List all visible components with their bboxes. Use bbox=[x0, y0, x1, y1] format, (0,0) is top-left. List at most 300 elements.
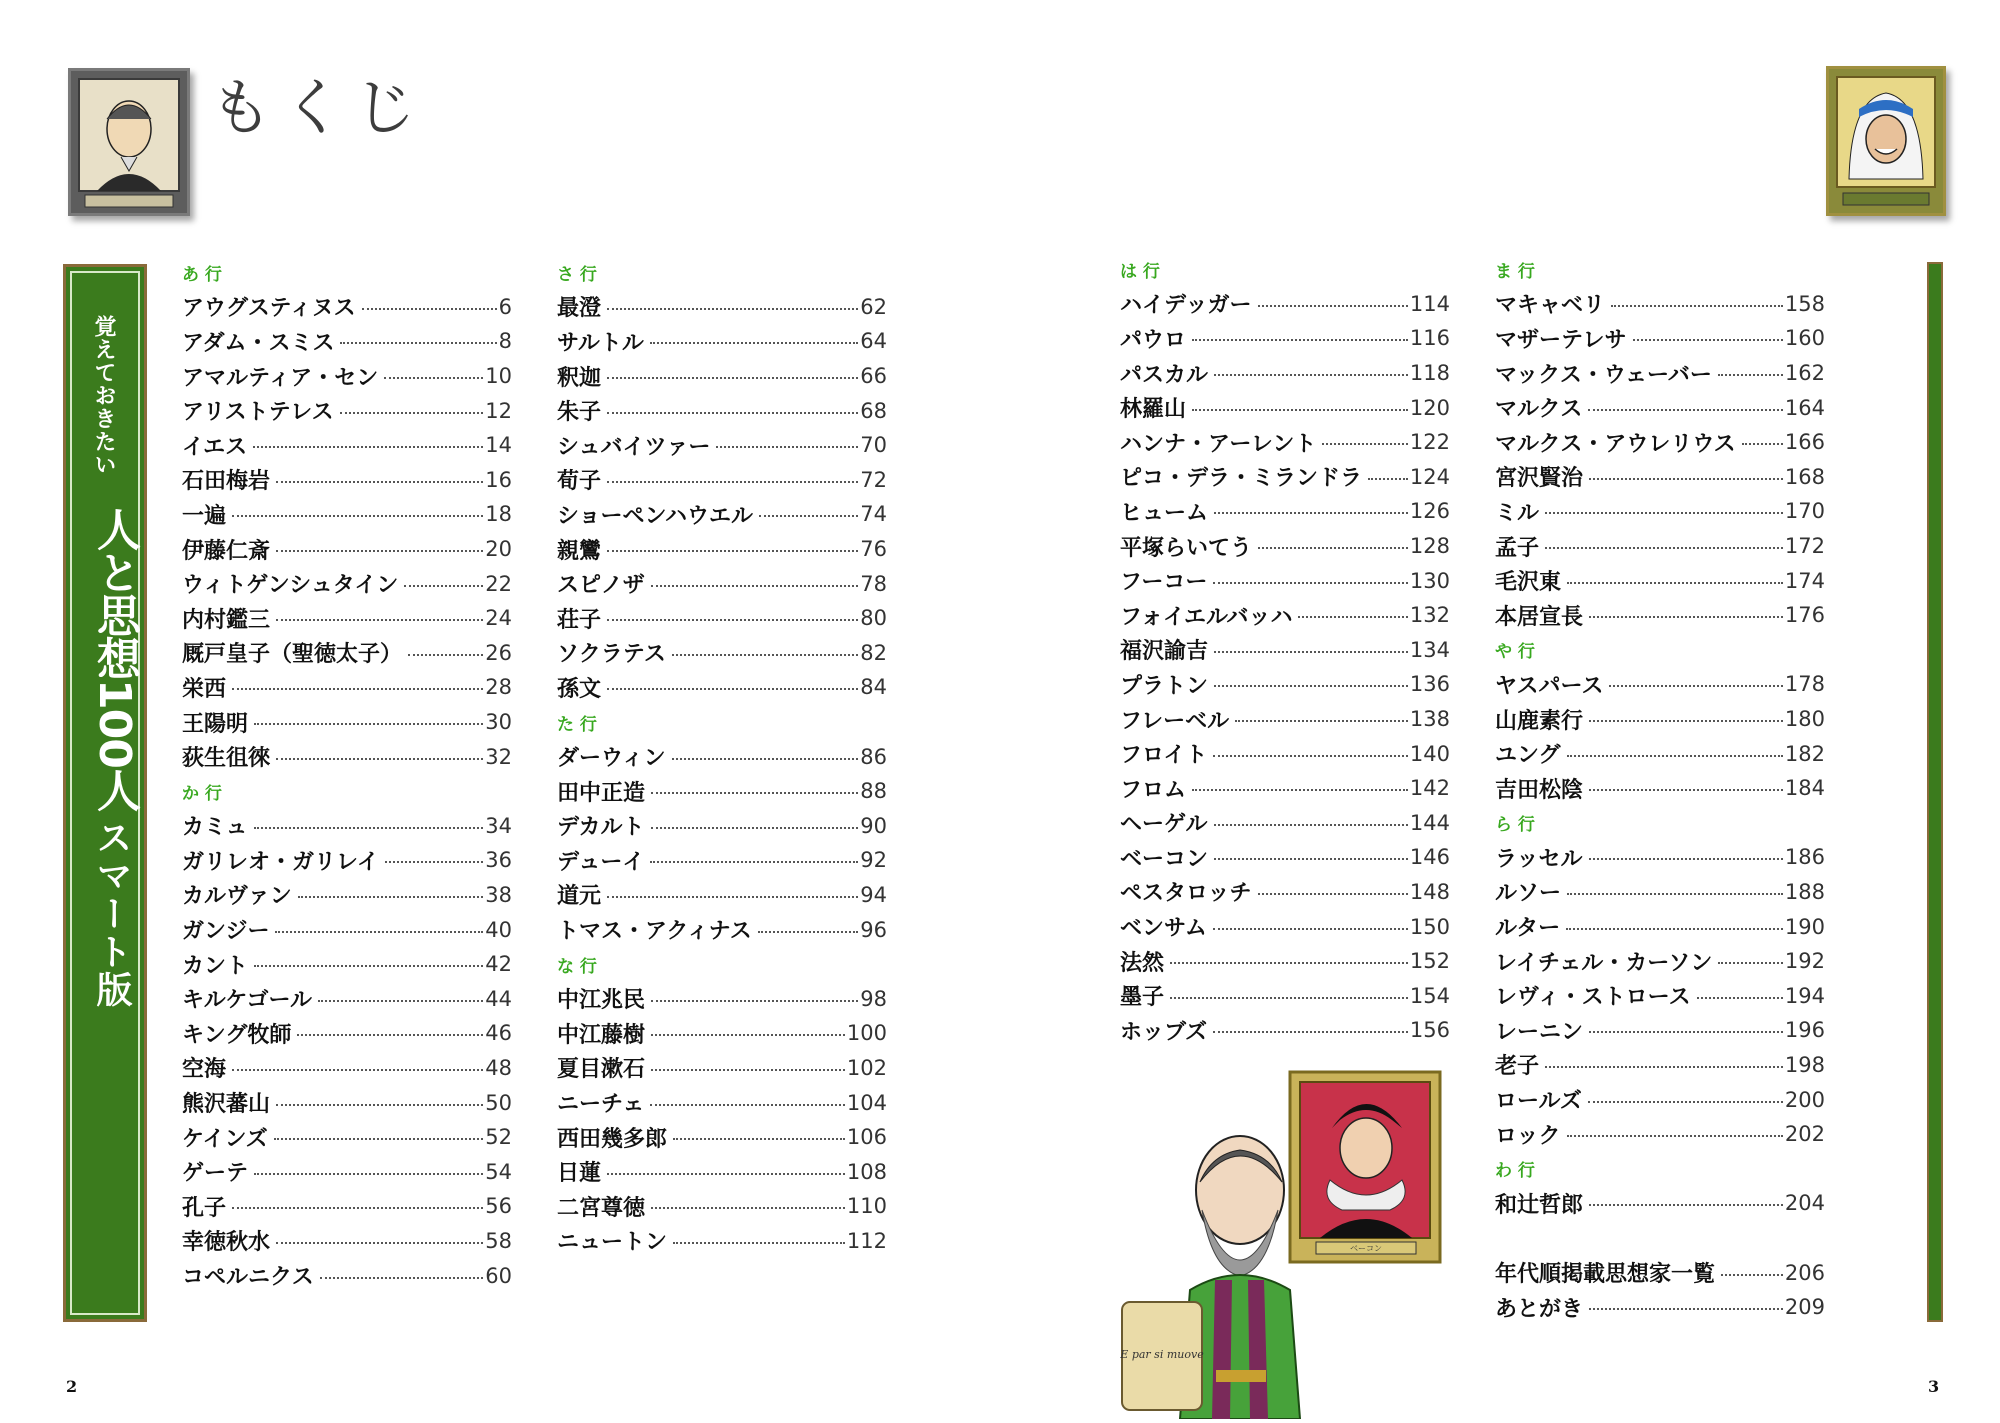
toc-entry[interactable] bbox=[1120, 321, 1450, 356]
toc-entry-name: 最澄 bbox=[557, 296, 602, 322]
toc-entry-page: 22 bbox=[485, 571, 512, 596]
dot-leader bbox=[651, 792, 858, 794]
toc-entry[interactable] bbox=[182, 636, 512, 671]
dot-leader bbox=[1589, 858, 1783, 860]
toc-entry[interactable] bbox=[1495, 1048, 1825, 1083]
toc-entry[interactable] bbox=[1120, 944, 1450, 979]
toc-entry[interactable] bbox=[182, 463, 512, 498]
toc-entry-name: アリストテレス bbox=[182, 400, 334, 426]
dot-leader bbox=[1611, 305, 1783, 307]
toc-entry-name: 二宮尊徳 bbox=[557, 1195, 646, 1221]
toc-entry[interactable] bbox=[557, 981, 887, 1016]
toc-entry-page: 130 bbox=[1409, 568, 1450, 593]
toc-entry-name: ダーウィン bbox=[557, 746, 666, 772]
toc-entry-page: 24 bbox=[485, 606, 512, 631]
toc-entry-page: 178 bbox=[1784, 672, 1825, 697]
toc-entry[interactable] bbox=[1495, 356, 1825, 391]
dot-leader bbox=[1588, 1101, 1783, 1103]
toc-entry-page: 166 bbox=[1784, 430, 1825, 455]
dot-leader bbox=[1258, 893, 1408, 895]
toc-entry-page: 186 bbox=[1784, 845, 1825, 870]
book-subtitle: 覚えておきたい bbox=[91, 315, 116, 476]
toc-entry-name: 福沢諭吉 bbox=[1120, 639, 1209, 665]
toc-entry-name: ウィトゲンシュタイン bbox=[182, 573, 399, 599]
dot-leader bbox=[1718, 374, 1783, 376]
dot-leader bbox=[320, 1277, 483, 1279]
toc-entry-page: 204 bbox=[1784, 1191, 1825, 1216]
toc-entry-page: 154 bbox=[1409, 983, 1450, 1008]
toc-entry[interactable] bbox=[182, 428, 512, 463]
toc-entry-name: 熊沢蕃山 bbox=[182, 1092, 271, 1118]
dot-leader bbox=[1718, 962, 1783, 964]
toc-entry[interactable] bbox=[1495, 771, 1825, 806]
toc-entry-name: 本居宣長 bbox=[1495, 604, 1584, 630]
toc-entry[interactable] bbox=[1120, 771, 1450, 806]
dot-leader bbox=[232, 1069, 483, 1071]
toc-entry[interactable] bbox=[182, 1258, 512, 1293]
dot-leader bbox=[254, 965, 483, 967]
dot-leader bbox=[607, 550, 858, 552]
toc-entry-name: フレーベル bbox=[1120, 708, 1230, 734]
toc-entry-name: ルター bbox=[1495, 916, 1561, 942]
dot-leader bbox=[276, 481, 483, 483]
toc-entry-page: 26 bbox=[485, 640, 512, 665]
toc-entry[interactable] bbox=[557, 566, 887, 601]
scroll-text: E par si muove bbox=[1120, 1348, 1204, 1361]
toc-entry[interactable] bbox=[182, 393, 512, 428]
toc-entry-name: スピノザ bbox=[557, 573, 645, 599]
toc-entry-page: 138 bbox=[1409, 707, 1450, 732]
toc-entry-page: 54 bbox=[485, 1159, 512, 1184]
toc-entry-page: 104 bbox=[846, 1090, 887, 1115]
toc-entry[interactable] bbox=[1495, 667, 1825, 702]
toc-entry-name: ヤスパース bbox=[1495, 673, 1604, 699]
toc-entry-page: 128 bbox=[1409, 534, 1450, 559]
dot-leader bbox=[1322, 443, 1408, 445]
toc-entry[interactable] bbox=[182, 981, 512, 1016]
toc-entry[interactable] bbox=[1495, 598, 1825, 633]
toc-entry-page: 122 bbox=[1409, 430, 1450, 455]
toc-entry-page: 86 bbox=[860, 744, 887, 769]
toc-entry-name: 荘子 bbox=[557, 607, 602, 633]
toc-entry[interactable] bbox=[182, 324, 512, 359]
toc-entry-name: パスカル bbox=[1120, 362, 1209, 388]
toc-entry-page: 84 bbox=[860, 675, 887, 700]
toc-entry[interactable] bbox=[557, 1224, 887, 1259]
toc-entry-page: 78 bbox=[860, 571, 887, 596]
toc-entry[interactable] bbox=[1495, 1082, 1825, 1117]
toc-entry-page: 144 bbox=[1409, 810, 1450, 835]
toc-entry[interactable] bbox=[182, 1189, 512, 1224]
toc-entry[interactable] bbox=[557, 1154, 887, 1189]
toc-entry-page: 96 bbox=[860, 917, 887, 942]
toc-entry-name: ガンジー bbox=[182, 919, 270, 945]
toc-entry-name: あとがき bbox=[1495, 1296, 1584, 1322]
toc-entry-name: キルケゴール bbox=[182, 988, 313, 1014]
toc-entry[interactable] bbox=[182, 1224, 512, 1259]
toc-entry[interactable] bbox=[557, 636, 887, 671]
dot-leader bbox=[607, 619, 858, 621]
toc-entry-page: 30 bbox=[485, 710, 512, 735]
toc-entry-page: 158 bbox=[1784, 291, 1825, 316]
dot-leader bbox=[1192, 339, 1408, 341]
toc-entry-page: 94 bbox=[860, 882, 887, 907]
toc-entry-name: 荀子 bbox=[557, 469, 602, 495]
toc-entry[interactable] bbox=[182, 843, 512, 878]
toc-entry[interactable] bbox=[182, 947, 512, 982]
portrait-fukuzawa bbox=[68, 68, 190, 216]
left-page bbox=[0, 0, 1000, 1419]
dot-leader bbox=[1213, 928, 1408, 930]
toc-entry-name: 和辻哲郎 bbox=[1495, 1192, 1584, 1218]
toc-entry[interactable] bbox=[182, 878, 512, 913]
dot-leader bbox=[232, 1207, 483, 1209]
toc-entry-page: 88 bbox=[860, 779, 887, 804]
toc-entry[interactable] bbox=[1495, 1186, 1825, 1221]
toc-entry[interactable] bbox=[557, 290, 887, 325]
toc-entry-page: 112 bbox=[846, 1228, 887, 1253]
dot-leader bbox=[672, 758, 859, 760]
dot-leader bbox=[1192, 409, 1408, 411]
toc-entry[interactable] bbox=[557, 324, 887, 359]
toc-entry[interactable] bbox=[182, 1120, 512, 1155]
toc-entry-name: デューイ bbox=[557, 849, 645, 875]
toc-entry[interactable] bbox=[182, 1085, 512, 1120]
toc-entry-page: 118 bbox=[1409, 361, 1450, 386]
toc-entry-name: アマルティア・セン bbox=[182, 365, 379, 391]
dot-leader bbox=[384, 377, 483, 379]
toc-entry[interactable] bbox=[557, 532, 887, 567]
dot-leader bbox=[1214, 512, 1408, 514]
toc-entry-page: 70 bbox=[860, 433, 887, 458]
toc-entry-name: 荻生徂徠 bbox=[182, 746, 271, 772]
section-header: さ 行 bbox=[557, 264, 597, 285]
toc-entry-page: 170 bbox=[1784, 499, 1825, 524]
toc-entry[interactable] bbox=[557, 1016, 887, 1051]
toc-entry[interactable] bbox=[182, 809, 512, 844]
toc-entry[interactable] bbox=[557, 912, 887, 947]
toc-entry[interactable] bbox=[182, 497, 512, 532]
toc-entry-name: ハイデッガー bbox=[1120, 293, 1252, 319]
toc-entry[interactable] bbox=[1120, 390, 1450, 425]
toc-entry-page: 102 bbox=[846, 1055, 887, 1080]
toc-entry-page: 6 bbox=[498, 294, 512, 319]
dot-leader bbox=[672, 654, 858, 656]
toc-entry[interactable] bbox=[182, 670, 512, 705]
toc-entry[interactable] bbox=[1495, 702, 1825, 737]
toc-entry[interactable] bbox=[1495, 944, 1825, 979]
dot-leader bbox=[232, 515, 483, 517]
toc-entry-page: 48 bbox=[485, 1055, 512, 1080]
toc-entry-name: 厩戸皇子（聖徳太子） bbox=[182, 642, 403, 668]
toc-entry-name: 夏目漱石 bbox=[557, 1057, 646, 1083]
dot-leader bbox=[716, 446, 858, 448]
toc-entry-page: 132 bbox=[1409, 603, 1450, 628]
toc-entry[interactable] bbox=[182, 1154, 512, 1189]
toc-entry[interactable] bbox=[1495, 425, 1825, 460]
toc-entry-name: 山鹿素行 bbox=[1495, 708, 1584, 734]
toc-entry-page: 90 bbox=[860, 813, 887, 838]
toc-entry-page: 40 bbox=[485, 917, 512, 942]
toc-entry-name: カルヴァン bbox=[182, 884, 292, 910]
toc-entry-page: 32 bbox=[485, 744, 512, 769]
dot-leader bbox=[1213, 755, 1408, 757]
dot-leader bbox=[1589, 789, 1783, 791]
toc-entry[interactable] bbox=[1120, 494, 1450, 529]
toc-entry-page: 62 bbox=[860, 294, 887, 319]
page-number-left: 2 bbox=[66, 1377, 78, 1396]
toc-entry-page: 176 bbox=[1784, 603, 1825, 628]
dot-leader bbox=[253, 446, 483, 448]
book-title: 人と思想100人 bbox=[89, 507, 140, 811]
toc-entry[interactable] bbox=[1120, 702, 1450, 737]
dot-leader bbox=[1697, 997, 1783, 999]
toc-entry[interactable] bbox=[1120, 287, 1450, 322]
toc-entry-name: フロイト bbox=[1120, 743, 1208, 769]
toc-entry[interactable] bbox=[1120, 875, 1450, 910]
toc-entry[interactable] bbox=[1495, 1255, 1825, 1290]
toc-entry-page: 100 bbox=[846, 1021, 887, 1046]
dot-leader bbox=[276, 758, 483, 760]
toc-entry-name: フロム bbox=[1120, 777, 1187, 803]
dot-leader bbox=[297, 1034, 483, 1036]
toc-entry-name: 伊藤仁斎 bbox=[182, 538, 271, 564]
toc-entry-page: 114 bbox=[1409, 291, 1450, 316]
toc-entry[interactable] bbox=[1495, 1290, 1825, 1325]
toc-entry[interactable] bbox=[557, 393, 887, 428]
dot-leader bbox=[1258, 547, 1408, 549]
toc-entry-name: 老子 bbox=[1495, 1054, 1540, 1080]
toc-entry-page: 42 bbox=[485, 952, 512, 977]
toc-entry-page: 174 bbox=[1784, 568, 1825, 593]
toc-entry-page: 164 bbox=[1784, 395, 1825, 420]
toc-entry-name: 石田梅岩 bbox=[182, 469, 271, 495]
toc-entry-page: 56 bbox=[485, 1194, 512, 1219]
toc-entry-name: ショーペンハウエル bbox=[557, 503, 754, 529]
toc-entry-name: ロック bbox=[1495, 1123, 1561, 1149]
toc-entry[interactable] bbox=[1495, 460, 1825, 495]
toc-entry[interactable] bbox=[1495, 494, 1825, 529]
toc-entry[interactable] bbox=[182, 290, 512, 325]
toc-entry-page: 160 bbox=[1784, 326, 1825, 351]
toc-entry-name: ベーコン bbox=[1120, 846, 1209, 872]
toc-column-3 bbox=[1120, 252, 1450, 1048]
dot-leader bbox=[232, 688, 483, 690]
toc-entry-name: アウグスティヌス bbox=[182, 296, 356, 322]
dot-leader bbox=[1589, 1204, 1783, 1206]
toc-entry-page: 20 bbox=[485, 537, 512, 562]
toc-entry[interactable] bbox=[182, 566, 512, 601]
toc-entry[interactable] bbox=[557, 359, 887, 394]
dot-leader bbox=[651, 1207, 845, 1209]
dot-leader bbox=[276, 1242, 483, 1244]
toc-entry-name: カミュ bbox=[182, 815, 248, 841]
toc-entry-page: 80 bbox=[860, 606, 887, 631]
portrait-mother-teresa bbox=[1826, 66, 1946, 216]
dot-leader bbox=[651, 585, 858, 587]
toc-entry-page: 36 bbox=[485, 848, 512, 873]
toc-entry[interactable] bbox=[1495, 875, 1825, 910]
toc-entry-name: 親鸞 bbox=[557, 538, 602, 564]
toc-entry-name: ゲーテ bbox=[182, 1161, 249, 1187]
toc-entry[interactable] bbox=[182, 739, 512, 774]
toc-entry[interactable] bbox=[1495, 978, 1825, 1013]
toc-entry-name: 吉田松陰 bbox=[1495, 777, 1584, 803]
toc-entry[interactable] bbox=[557, 878, 887, 913]
dot-leader bbox=[651, 827, 859, 829]
toc-entry-name: ヒューム bbox=[1120, 500, 1209, 526]
dot-leader bbox=[607, 481, 858, 483]
toc-entry[interactable] bbox=[557, 739, 887, 774]
toc-entry-page: 146 bbox=[1409, 845, 1450, 870]
dot-leader bbox=[607, 896, 858, 898]
toc-entry-name: 宮沢賢治 bbox=[1495, 466, 1584, 492]
dot-leader bbox=[1170, 962, 1408, 964]
toc-entry[interactable] bbox=[1120, 633, 1450, 668]
toc-entry-page: 196 bbox=[1784, 1018, 1825, 1043]
toc-entry[interactable] bbox=[1120, 667, 1450, 702]
toc-entry-name: デカルト bbox=[557, 815, 645, 841]
toc-entry-name: ミル bbox=[1495, 500, 1540, 526]
toc-entry-name: 田中正造 bbox=[557, 780, 646, 806]
toc-entry-name: マルクス・アウレリウス bbox=[1495, 431, 1736, 457]
toc-entry-page: 162 bbox=[1784, 361, 1825, 386]
toc-entry-page: 72 bbox=[860, 467, 887, 492]
toc-entry[interactable] bbox=[557, 809, 887, 844]
toc-entry-page: 180 bbox=[1784, 707, 1825, 732]
dot-leader bbox=[1589, 720, 1783, 722]
toc-entry[interactable] bbox=[1495, 529, 1825, 564]
toc-entry-name: 朱子 bbox=[557, 400, 602, 426]
toc-entry[interactable] bbox=[557, 1189, 887, 1224]
toc-entry-name: 孔子 bbox=[182, 1195, 227, 1221]
toc-entry-page: 68 bbox=[860, 398, 887, 423]
toc-entry-page: 82 bbox=[860, 640, 887, 665]
toc-entry[interactable] bbox=[557, 428, 887, 463]
dot-leader bbox=[276, 619, 483, 621]
toc-entry[interactable] bbox=[1495, 321, 1825, 356]
toc-entry[interactable] bbox=[1120, 1013, 1450, 1048]
toc-entry-name: 平塚らいてう bbox=[1120, 535, 1253, 561]
toc-entry-name: イエス bbox=[182, 434, 248, 460]
dot-leader bbox=[1214, 858, 1408, 860]
toc-entry[interactable] bbox=[1495, 840, 1825, 875]
section-header: な 行 bbox=[557, 956, 597, 977]
dot-leader bbox=[1633, 339, 1783, 341]
dot-leader bbox=[1214, 685, 1408, 687]
dot-leader bbox=[1213, 1031, 1408, 1033]
toc-entry-name: コペルニクス bbox=[182, 1265, 314, 1291]
toc-entry[interactable] bbox=[1120, 806, 1450, 841]
right-page bbox=[1000, 0, 2000, 1419]
toc-entry-name: 孫文 bbox=[557, 676, 602, 702]
toc-entry[interactable] bbox=[1120, 563, 1450, 598]
spacer bbox=[1495, 1221, 1825, 1256]
toc-entry[interactable] bbox=[1120, 840, 1450, 875]
section-header: ら 行 bbox=[1495, 815, 1535, 836]
dot-leader bbox=[1567, 755, 1783, 757]
toc-entry-page: 184 bbox=[1784, 776, 1825, 801]
toc-entry-page: 182 bbox=[1784, 741, 1825, 766]
toc-entry-page: 192 bbox=[1784, 949, 1825, 974]
toc-entry[interactable] bbox=[557, 774, 887, 809]
toc-entry[interactable] bbox=[1120, 460, 1450, 495]
toc-entry[interactable] bbox=[1120, 529, 1450, 564]
dot-leader bbox=[340, 412, 484, 414]
toc-entry[interactable] bbox=[182, 359, 512, 394]
toc-entry-name: 孟子 bbox=[1495, 535, 1540, 561]
toc-entry[interactable] bbox=[557, 843, 887, 878]
dot-leader bbox=[1170, 997, 1408, 999]
toc-entry[interactable] bbox=[1120, 356, 1450, 391]
toc-entry-name: ニーチェ bbox=[557, 1092, 645, 1118]
dot-leader bbox=[254, 1173, 483, 1175]
dot-leader bbox=[1589, 478, 1783, 480]
toc-entry-page: 60 bbox=[485, 1263, 512, 1288]
toc-entry[interactable] bbox=[182, 705, 512, 740]
toc-entry[interactable] bbox=[182, 912, 512, 947]
toc-entry-name: パウロ bbox=[1120, 327, 1187, 353]
toc-entry[interactable] bbox=[1120, 978, 1450, 1013]
toc-entry[interactable] bbox=[1120, 598, 1450, 633]
section-header: あ 行 bbox=[182, 264, 222, 285]
book-edition: スマート版 bbox=[91, 819, 132, 1009]
dot-leader bbox=[607, 1173, 845, 1175]
toc-entry-page: 110 bbox=[846, 1194, 887, 1219]
toc-entry[interactable] bbox=[1495, 736, 1825, 771]
toc-entry[interactable] bbox=[557, 601, 887, 636]
toc-entry-page: 156 bbox=[1409, 1018, 1450, 1043]
toc-entry[interactable] bbox=[1495, 1013, 1825, 1048]
toc-entry-name: 内村鑑三 bbox=[182, 607, 271, 633]
toc-entry-page: 209 bbox=[1784, 1295, 1825, 1320]
toc-entry[interactable] bbox=[1120, 425, 1450, 460]
toc-entry[interactable] bbox=[557, 1051, 887, 1086]
toc-entry[interactable] bbox=[1495, 563, 1825, 598]
toc-entry-name: プラトン bbox=[1120, 673, 1209, 699]
toc-entry[interactable] bbox=[182, 601, 512, 636]
toc-entry-name: ピコ・デラ・ミランドラ bbox=[1120, 466, 1363, 492]
toc-entry[interactable] bbox=[182, 1016, 512, 1051]
toc-entry[interactable] bbox=[557, 497, 887, 532]
toc-entry[interactable] bbox=[557, 1120, 887, 1155]
dot-leader bbox=[1589, 1308, 1783, 1310]
toc-entry-page: 198 bbox=[1784, 1052, 1825, 1077]
toc-entry[interactable] bbox=[1495, 287, 1825, 322]
toc-entry[interactable] bbox=[182, 1051, 512, 1086]
toc-entry-name: 法然 bbox=[1120, 950, 1165, 976]
toc-entry[interactable] bbox=[1495, 1117, 1825, 1152]
toc-entry[interactable] bbox=[557, 463, 887, 498]
toc-entry-page: 200 bbox=[1784, 1087, 1825, 1112]
toc-entry[interactable] bbox=[1120, 736, 1450, 771]
dot-leader bbox=[650, 342, 858, 344]
toc-entry-page: 46 bbox=[485, 1021, 512, 1046]
toc-entry[interactable] bbox=[182, 532, 512, 567]
dot-leader bbox=[1368, 478, 1408, 480]
toc-entry-name: ケインズ bbox=[182, 1126, 268, 1152]
toc-entry[interactable] bbox=[557, 1085, 887, 1120]
toc-entry[interactable] bbox=[1120, 909, 1450, 944]
toc-entry-page: 172 bbox=[1784, 534, 1825, 559]
toc-entry-name: マルクス bbox=[1495, 397, 1583, 423]
page-title: もくじ bbox=[210, 71, 427, 144]
toc-entry[interactable] bbox=[1495, 390, 1825, 425]
toc-column-4 bbox=[1495, 252, 1825, 1324]
toc-entry[interactable] bbox=[1495, 909, 1825, 944]
dot-leader bbox=[1258, 305, 1408, 307]
toc-entry[interactable] bbox=[557, 670, 887, 705]
